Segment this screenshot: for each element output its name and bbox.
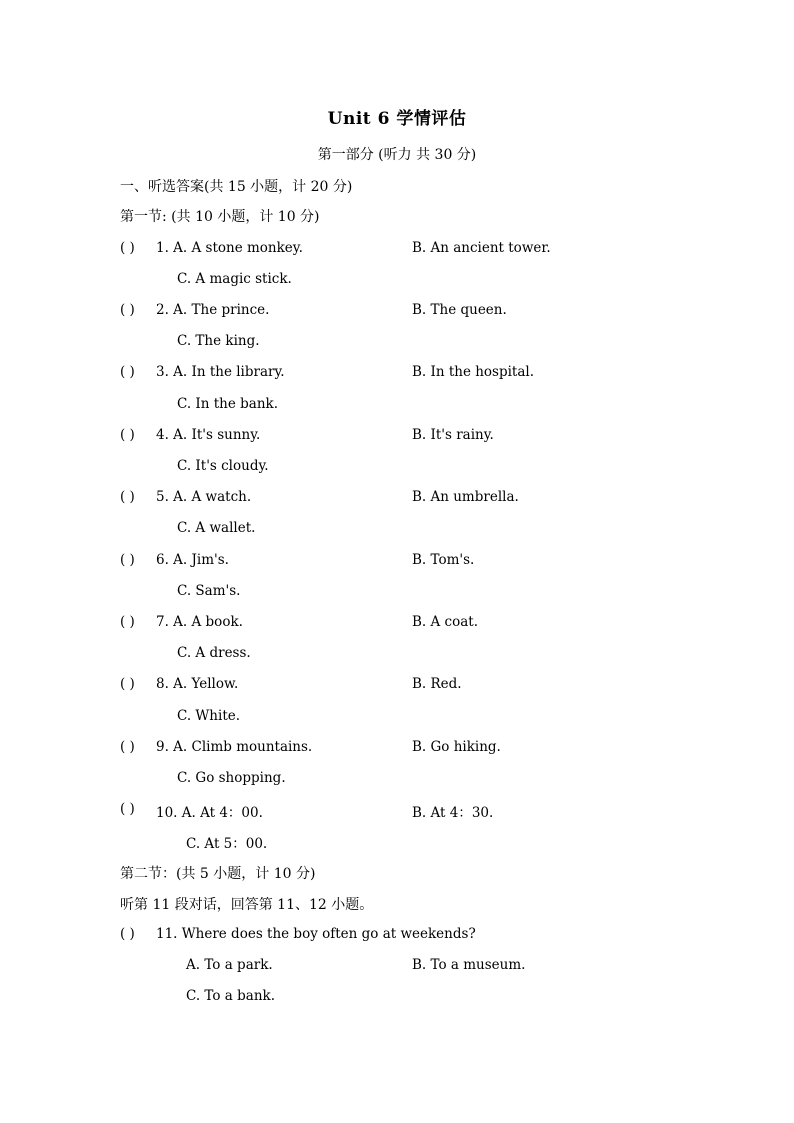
answer-blank[interactable]: ( ) [120, 739, 135, 755]
option-a: 8. A. Yellow. [156, 676, 239, 692]
option-b: B. Go hiking. [412, 739, 501, 755]
option-c: C. A wallet. [177, 520, 256, 536]
option-c: C. In the bank. [177, 396, 279, 412]
option-c: C. A dress. [177, 645, 251, 661]
answer-blank[interactable]: ( ) [120, 302, 135, 318]
option-b: B. It's rainy. [412, 427, 494, 443]
answer-blank[interactable]: ( ) [120, 676, 135, 692]
option-c: C. A magic stick. [177, 271, 292, 287]
option-a: 3. A. In the library. [156, 364, 285, 380]
dialogue-instruction: 听第 11 段对话，回答第 11、12 小题。 [120, 897, 374, 913]
question-stem: 11. Where does the boy often go at weekends? [156, 926, 476, 942]
answer-blank[interactable]: ( ) [120, 614, 135, 630]
answer-blank[interactable]: ( ) [120, 489, 135, 505]
option-a: 1. A. A stone monkey. [156, 240, 303, 256]
option-c: C. Go shopping. [177, 770, 286, 786]
option-b: B. The queen. [412, 302, 507, 318]
section-2-heading: 第二节：(共 5 小题，计 10 分) [120, 866, 316, 882]
option-a: 9. A. Climb mountains. [156, 739, 313, 755]
answer-blank[interactable]: ( ) [120, 427, 135, 443]
answer-blank[interactable]: ( ) [120, 801, 135, 817]
option-c: C. At 5：00. [186, 836, 268, 852]
section-main-heading: 一、听选答案(共 15 小题，计 20 分) [120, 179, 353, 195]
answer-blank[interactable]: ( ) [120, 552, 135, 568]
option-b: B. An ancient tower. [412, 240, 551, 256]
option-b: B. A coat. [412, 614, 478, 630]
option-c: C. It's cloudy. [177, 458, 269, 474]
option-c: C. Sam's. [177, 583, 241, 599]
option-a: 6. A. Jim's. [156, 552, 229, 568]
option-a: A. To a park. [186, 957, 273, 973]
option-a: 7. A. A book. [156, 614, 243, 630]
option-b: B. Red. [412, 676, 462, 692]
option-b: B. At 4：30. [412, 805, 494, 821]
option-b: B. To a museum. [412, 957, 526, 973]
option-c: C. White. [177, 708, 241, 724]
option-a: 2. A. The prince. [156, 302, 270, 318]
option-c: C. To a bank. [186, 988, 276, 1004]
section-1-heading: 第一节: (共 10 小题，计 10 分) [120, 209, 320, 225]
page-title: Unit 6 学情评估 [327, 109, 467, 129]
option-a: 5. A. A watch. [156, 489, 252, 505]
option-b: B. An umbrella. [412, 489, 519, 505]
answer-blank[interactable]: ( ) [120, 926, 135, 942]
answer-blank[interactable]: ( ) [120, 240, 135, 256]
option-c: C. The king. [177, 333, 260, 349]
option-b: B. In the hospital. [412, 364, 535, 380]
option-a: 10. A. At 4：00. [156, 805, 263, 821]
part-heading: 第一部分 (听力 共 30 分) [317, 147, 477, 163]
option-a: 4. A. It's sunny. [156, 427, 261, 443]
answer-blank[interactable]: ( ) [120, 364, 135, 380]
option-b: B. Tom's. [412, 552, 475, 568]
